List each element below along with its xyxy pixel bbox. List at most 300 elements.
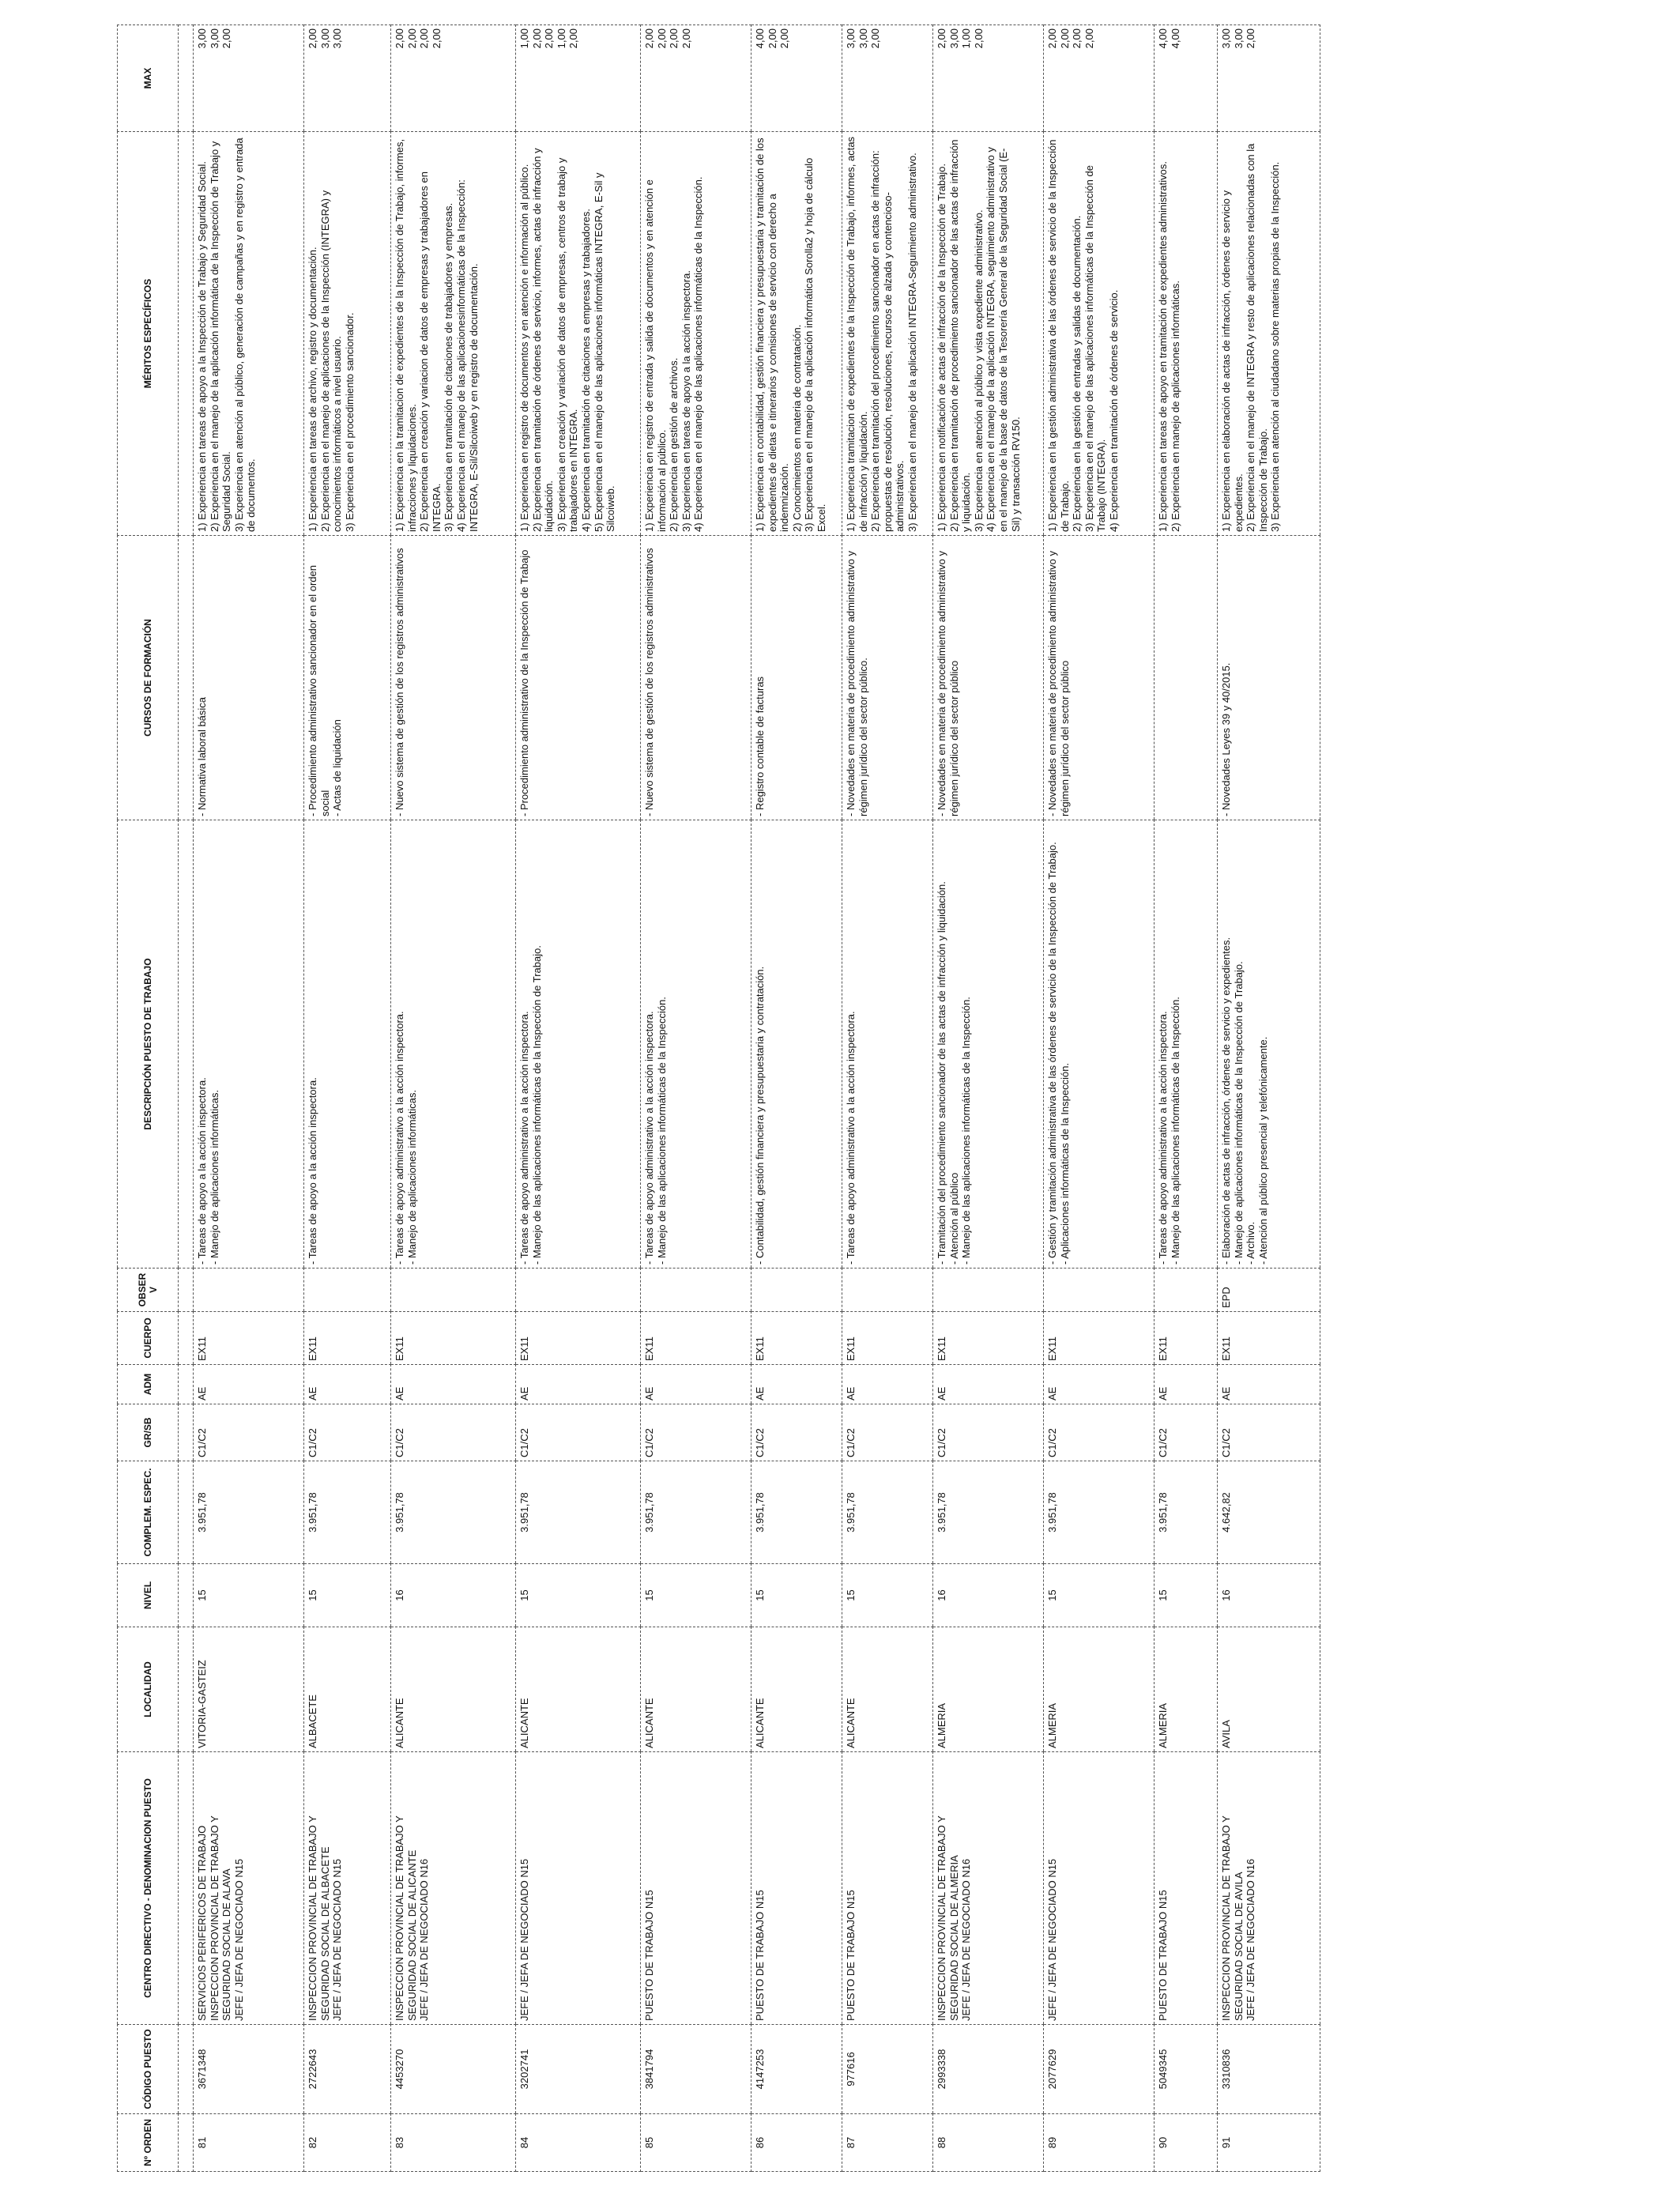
centro-line: INSPECCION PROVINCIAL DE TRABAJO Y SEGURIDAD SOCIAL DE ALBACETE xyxy=(307,1815,331,2021)
header-centro: CENTRO DIRECTIVO - DENOMINACION PUESTO xyxy=(118,1752,179,2025)
meritos-line: 3) Experiencia en tareas de apoyo a la acción inspectora. xyxy=(680,270,692,532)
cell-cuerpo: EX11 xyxy=(1155,1312,1218,1365)
cell-observ xyxy=(842,1269,933,1312)
descripcion-line: - Tareas de apoyo a la acción inspectora. xyxy=(196,824,209,1265)
cell-codigo: 977616 xyxy=(842,2025,933,2114)
meritos-line: 1) Experiencia en contabilidad, gestión financiera y presupuestaria y tramitación de los expedientes de dietas e itinerarios y comisiones de servicio con derecho a indemnización. xyxy=(754,138,791,532)
max-line: 2,00 xyxy=(418,28,431,49)
max-line: 2,00 xyxy=(530,28,543,49)
cursos-line: - Normativa laboral básica xyxy=(196,539,209,816)
max-line: 2,00 xyxy=(972,28,985,49)
meritos-line: 4) Experiencia en el manejo de la aplicación INTEGRA, seguimiento administrativo y en el manejo de la base de datos de la Tesorería General de la Seguridad Social (E-Sil) y transacción RV150. xyxy=(985,146,1022,532)
cell-localidad: ALICANTE xyxy=(842,1627,933,1752)
descripcion-line: - Manejo de las aplicaciones informáticas de la Inspección de Trabajo. xyxy=(531,824,544,1265)
cell-cursos xyxy=(304,536,391,820)
descripcion-line: - Atención al público xyxy=(948,824,961,1265)
max-line: 2,00 xyxy=(936,28,947,49)
table-row xyxy=(304,25,391,2172)
cell-complem: 3.951,78 xyxy=(1044,1461,1155,1564)
cell-grsb: C1/C2 xyxy=(194,1404,304,1461)
cell-orden: 88 xyxy=(933,2114,1044,2172)
cell-nivel: 16 xyxy=(933,1564,1044,1627)
cell-nivel: 16 xyxy=(391,1564,516,1627)
meritos-line: 3) Experiencia en creación y variación de datos de empresas, centros de trabajo y trabajadores en INTEGRA. xyxy=(555,157,580,532)
cell-orden: 85 xyxy=(641,2114,751,2172)
max-line: 3,00 xyxy=(196,28,208,49)
cell-complem: 3.951,78 xyxy=(751,1461,842,1564)
cursos-line: - Registro contable de facturas xyxy=(754,539,767,816)
header-orden: Nº ORDEN xyxy=(118,2114,179,2172)
cell-adm: AE xyxy=(751,1365,842,1404)
cell-cursos xyxy=(516,536,641,820)
cell-cursos xyxy=(933,536,1044,820)
cell-nivel: 16 xyxy=(1218,1564,1320,1627)
descripcion-line: - Tareas de apoyo a la acción inspectora. xyxy=(307,824,319,1265)
cell-descripcion xyxy=(1044,820,1155,1269)
cell-cursos xyxy=(1218,536,1320,820)
descripcion-line: - Tramitación del procedimiento sancionador de las actas de infracción y liquidación. xyxy=(936,824,948,1265)
meritos-line: 3) Experiencia en atención al público, generación de campañas y en registro y entrada de documentos. xyxy=(232,138,258,532)
meritos-line: 1) Experiencia en tareas de archivo, registro y documentación. xyxy=(307,247,318,532)
meritos-line: 3) Experiencia en atención al público y vista expediente administrativo. xyxy=(972,209,985,532)
cursos-line: - Novedades en materia de procedimiento administrativo y régimen jurídico del sector público xyxy=(936,539,960,816)
cell-descripcion xyxy=(194,820,304,1269)
cell-max xyxy=(516,25,641,132)
cell-meritos xyxy=(1155,132,1218,536)
descripcion-line: - Tareas de apoyo administrativo a la acción inspectora. xyxy=(845,824,857,1265)
table-row xyxy=(194,25,304,2172)
cell-adm: AE xyxy=(304,1365,391,1404)
centro-line: INSPECCION PROVINCIAL DE TRABAJO Y SEGURIDAD SOCIAL DE ALMERIA xyxy=(936,1815,960,2021)
max-line: 3,00 xyxy=(947,28,960,49)
max-line: 2,00 xyxy=(1071,28,1083,49)
cell-grsb: C1/C2 xyxy=(641,1404,751,1461)
cursos-line: - Nuevo sistema de gestión de los registros administrativos xyxy=(643,539,656,816)
table-row xyxy=(1155,25,1218,2172)
cell-localidad: ALICANTE xyxy=(641,1627,751,1752)
meritos-line: 2) Experiencia en tramitación de procedimiento sancionador de las actas de infracción y liquidación. xyxy=(947,139,973,532)
cell-codigo: 4147253 xyxy=(751,2025,842,2114)
max-line: 2,00 xyxy=(543,28,556,49)
max-line: 2,00 xyxy=(1083,28,1095,49)
centro-line: PUESTO DE TRABAJO N15 xyxy=(643,1890,655,2021)
centro-line: PUESTO DE TRABAJO N15 xyxy=(1157,1890,1169,2021)
cell-adm: AE xyxy=(516,1365,641,1404)
cell-centro xyxy=(1218,1752,1320,2025)
cell-cuerpo: EX11 xyxy=(1218,1312,1320,1365)
descripcion-line: - Archivo. xyxy=(1245,824,1257,1265)
cell-complem: 3.951,78 xyxy=(391,1461,516,1564)
cell-grsb: C1/C2 xyxy=(1155,1404,1218,1461)
centro-line: JEFE / JEFA DE NEGOCIADO N15 xyxy=(331,1858,344,2021)
centro-line: INSPECCION PROVINCIAL DE TRABAJO Y SEGURIDAD SOCIAL DE ALICANTE xyxy=(394,1815,418,2021)
cell-observ xyxy=(304,1269,391,1312)
meritos-line: 1) Experiencia en elaboración de actas de infracción, órdenes de servicio y expedientes. xyxy=(1220,190,1245,532)
cell-codigo: 3841794 xyxy=(641,2025,751,2114)
descripcion-line: - Manejo de las aplicaciones informáticas de la Inspección. xyxy=(656,824,669,1265)
meritos-line: 3) Experiencia en el manejo de la aplicación INTEGRA-Seguimiento administrativo. xyxy=(906,153,918,532)
max-line: 3,00 xyxy=(1220,28,1232,49)
centro-line: INSPECCION PROVINCIAL DE TRABAJO Y SEGURIDAD SOCIAL DE ALAVA xyxy=(208,1815,233,2021)
meritos-line: 3) Experiencia en el manejo de la aplicación informática Sorolla2 y hoja de cálculo Excel. xyxy=(803,157,827,532)
max-line: 2,00 xyxy=(1245,28,1257,49)
max-line: 3,00 xyxy=(1232,28,1245,49)
cell-grsb: C1/C2 xyxy=(391,1404,516,1461)
centro-line: JEFE / JEFA DE NEGOCIADO N16 xyxy=(960,1858,973,2021)
cell-nivel: 15 xyxy=(1155,1564,1218,1627)
cell-observ xyxy=(391,1269,516,1312)
cell-max xyxy=(1218,25,1320,132)
meritos-line: 3) Experiencia en atención al ciudadano sobre materias propias de la Inspección. xyxy=(1269,161,1282,532)
cell-cuerpo: EX11 xyxy=(391,1312,516,1365)
cell-orden: 81 xyxy=(194,2114,304,2172)
cell-meritos xyxy=(1044,132,1155,536)
cell-centro xyxy=(641,1752,751,2025)
header-cursos: CURSOS DE FORMACIÓN xyxy=(118,536,179,820)
table-row xyxy=(391,25,516,2172)
table-row xyxy=(641,25,751,2172)
max-line: 2,00 xyxy=(869,28,882,49)
meritos-line: 1) Experiencia en tareas de apoyo en tramitación de expedientes administrativos. xyxy=(1157,161,1169,532)
cell-max xyxy=(641,25,751,132)
header-complem: COMPLEM. ESPEC. xyxy=(118,1461,179,1564)
cursos-line: - Procedimiento administrativo sancionador en el orden social xyxy=(307,539,331,816)
cell-centro xyxy=(933,1752,1044,2025)
meritos-line: 1) Experiencia en la tramitacion de expedientes de la Inspección de Trabajo, informes, infracciones y liquidaciones. xyxy=(394,138,418,532)
cell-meritos xyxy=(842,132,933,536)
descripcion-line: - Gestión y tramitación administrativa de las órdenes de servicio de la Inspección de Trabajo. xyxy=(1046,824,1059,1265)
max-line: 2,00 xyxy=(766,28,778,49)
meritos-line: 5) Experiencia en el manejo de las aplicaciones informáticas INTEGRA, E-Sil y Silcoiweb. xyxy=(592,172,617,532)
cell-nivel: 15 xyxy=(194,1564,304,1627)
cell-nivel: 15 xyxy=(751,1564,842,1627)
table-row xyxy=(842,25,933,2172)
meritos-line: 2) Experiencia en manejo de aplicaciones informáticas. xyxy=(1169,281,1181,532)
descripcion-line: - Atención al público presencial y telefónicamente. xyxy=(1257,824,1270,1265)
cell-cursos xyxy=(1044,536,1155,820)
cell-observ xyxy=(1044,1269,1155,1312)
cell-max xyxy=(1155,25,1218,132)
descripcion-line: - Manejo de aplicaciones informáticas. xyxy=(209,824,221,1265)
cell-descripcion xyxy=(304,820,391,1269)
header-observ: OBSERV xyxy=(118,1269,179,1312)
cell-max xyxy=(194,25,304,132)
cell-complem: 3.951,78 xyxy=(304,1461,391,1564)
cell-localidad: AVILA xyxy=(1218,1627,1320,1752)
cell-meritos xyxy=(516,132,641,536)
cell-meritos xyxy=(641,132,751,536)
cell-grsb: C1/C2 xyxy=(516,1404,641,1461)
cell-centro xyxy=(391,1752,516,2025)
meritos-line: 2) Conocimientos en materia de contratación. xyxy=(790,324,803,532)
centro-line: JEFE / JEFA DE NEGOCIADO N16 xyxy=(418,1858,431,2021)
cell-cuerpo: EX11 xyxy=(516,1312,641,1365)
cell-complem: 3.951,78 xyxy=(1155,1461,1218,1564)
cell-max xyxy=(933,25,1044,132)
max-line: 3,00 xyxy=(208,28,220,49)
centro-line: PUESTO DE TRABAJO N15 xyxy=(845,1890,857,2021)
cell-codigo: 2993338 xyxy=(933,2025,1044,2114)
meritos-line: 4) Experiencia en tramitación de órdenes de servicio. xyxy=(1107,289,1120,532)
cell-orden: 86 xyxy=(751,2114,842,2172)
cell-orden: 89 xyxy=(1044,2114,1155,2172)
max-line: 1,00 xyxy=(518,28,530,49)
header-grsb: GR/SB xyxy=(118,1404,179,1461)
max-line: 2,00 xyxy=(394,28,405,49)
table-row xyxy=(751,25,842,2172)
cell-observ xyxy=(516,1269,641,1312)
centro-line: JEFE / JEFA DE NEGOCIADO N15 xyxy=(232,1858,245,2021)
cell-localidad: ALMERIA xyxy=(1044,1627,1155,1752)
meritos-line: 1) Experiencia en la gestión administrativa de las órdenes de servicio de la Inspección de Trabajo. xyxy=(1046,139,1071,532)
cell-centro xyxy=(751,1752,842,2025)
meritos-line: 2) Experiencia en gestión de archivos. xyxy=(668,357,680,532)
cell-cuerpo: EX11 xyxy=(751,1312,842,1365)
cell-nivel: 15 xyxy=(641,1564,751,1627)
cell-localidad: ALICANTE xyxy=(516,1627,641,1752)
cell-grsb: C1/C2 xyxy=(1044,1404,1155,1461)
centro-line: SERVICIOS PERIFERICOS DE TRABAJO xyxy=(196,1825,208,2021)
meritos-line: 3) Experiencia en el procedimiento sancionador. xyxy=(343,312,356,532)
header-cuerpo: CUERPO xyxy=(118,1312,179,1365)
max-line: 2,00 xyxy=(1058,28,1071,49)
cell-cursos xyxy=(641,536,751,820)
descripcion-line: - Manejo de las aplicaciones informáticas de la Inspección. xyxy=(960,824,973,1265)
cell-grsb: C1/C2 xyxy=(933,1404,1044,1461)
cell-adm: AE xyxy=(194,1365,304,1404)
cell-complem: 3.951,78 xyxy=(842,1461,933,1564)
max-line: 1,00 xyxy=(555,28,567,49)
cell-adm: AE xyxy=(1155,1365,1218,1404)
cell-cuerpo: EX11 xyxy=(842,1312,933,1365)
cell-meritos xyxy=(304,132,391,536)
table-body xyxy=(194,25,1320,2172)
cell-descripcion xyxy=(641,820,751,1269)
max-line: 2,00 xyxy=(307,28,318,49)
meritos-line: 3) Experiencia en el manejo de las aplicaciones informáticas de la Inspección de Trabajo (INTEGRA). xyxy=(1083,165,1108,532)
cell-codigo: 3671348 xyxy=(194,2025,304,2114)
cell-meritos xyxy=(933,132,1044,536)
max-line: 2,00 xyxy=(778,28,791,49)
header-spacer-row xyxy=(179,25,194,2172)
cell-descripcion xyxy=(751,820,842,1269)
cell-meritos xyxy=(194,132,304,536)
descripcion-line: - Tareas de apoyo administrativo a la acción inspectora. xyxy=(643,824,656,1265)
cell-grsb: C1/C2 xyxy=(304,1404,391,1461)
cursos-line: - Procedimiento administrativo de la Inspección de Trabajo xyxy=(518,539,531,816)
descripcion-line: - Contabilidad, gestión financiera y presupuestaria y contratación. xyxy=(754,824,767,1265)
meritos-line: 4) Experiencia en el manejo de las aplicaciones informáticas de la Inspección. xyxy=(692,176,705,532)
max-line: 4,00 xyxy=(1169,28,1181,49)
cell-localidad: ALMERIA xyxy=(1155,1627,1218,1752)
cell-complem: 4.642,82 xyxy=(1218,1461,1320,1564)
cell-centro xyxy=(194,1752,304,2025)
cell-complem: 3.951,78 xyxy=(933,1461,1044,1564)
meritos-line: 2) Experiencia en el manejo de INTEGRA y resto de aplicaciones relacionadas con la Inspección de Trabajo. xyxy=(1245,143,1269,532)
cell-observ: EPD xyxy=(1218,1269,1320,1312)
cell-descripcion xyxy=(516,820,641,1269)
cell-max xyxy=(391,25,516,132)
cell-adm: AE xyxy=(641,1365,751,1404)
table-row xyxy=(933,25,1044,2172)
centro-line: JEFE / JEFA DE NEGOCIADO N15 xyxy=(518,1858,530,2021)
cell-adm: AE xyxy=(391,1365,516,1404)
meritos-line: 3) Experiencia en tramitación de citaciones de trabajadores y empresas. xyxy=(443,202,455,532)
cell-centro xyxy=(1044,1752,1155,2025)
cell-cuerpo: EX11 xyxy=(641,1312,751,1365)
meritos-line: 4) Experiencia en tramitación de citaciones a empresas y trabajadores. xyxy=(579,209,592,532)
meritos-line: 2) Experiencia en la gestión de entradas y salidas de documentación. xyxy=(1071,215,1083,532)
cell-max xyxy=(842,25,933,132)
cell-codigo: 3310836 xyxy=(1218,2025,1320,2114)
cell-codigo: 2077629 xyxy=(1044,2025,1155,2114)
cell-nivel: 15 xyxy=(1044,1564,1155,1627)
max-line: 1,00 xyxy=(960,28,973,49)
cell-codigo: 4453270 xyxy=(391,2025,516,2114)
table-row xyxy=(516,25,641,2172)
header-localidad: LOCALIDAD xyxy=(118,1627,179,1752)
cell-adm: AE xyxy=(1218,1365,1320,1404)
max-line: 3,00 xyxy=(331,28,344,49)
header-row xyxy=(118,25,179,2172)
max-line: 4,00 xyxy=(1157,28,1169,49)
cell-grsb: C1/C2 xyxy=(1218,1404,1320,1461)
meritos-line: 1) Experiencia en notificación de actas de infracción de la Inspección de Trabajo. xyxy=(936,163,947,532)
meritos-line: 2) Experiencia en el manejo de aplicaciones de la Inspección (INTEGRA) y conocimientos informáticos a nivel usuario. xyxy=(318,190,344,532)
cell-complem: 3.951,78 xyxy=(641,1461,751,1564)
cell-cursos xyxy=(391,536,516,820)
cell-descripcion xyxy=(1155,820,1218,1269)
cell-descripcion xyxy=(842,820,933,1269)
cell-orden: 84 xyxy=(516,2114,641,2172)
header-codigo: CÓDIGO PUESTO xyxy=(118,2025,179,2114)
cell-descripcion xyxy=(933,820,1044,1269)
cursos-line: - Novedades Leyes 39 y 40/2015. xyxy=(1220,539,1233,816)
cell-nivel: 15 xyxy=(842,1564,933,1627)
header-nivel: NIVEL xyxy=(118,1564,179,1627)
cell-cuerpo: EX11 xyxy=(304,1312,391,1365)
cell-meritos xyxy=(391,132,516,536)
cell-localidad: ALMERIA xyxy=(933,1627,1044,1752)
centro-line: JEFE / JEFA DE NEGOCIADO N15 xyxy=(1046,1858,1058,2021)
cell-descripcion xyxy=(1218,820,1320,1269)
cell-cuerpo: EX11 xyxy=(933,1312,1044,1365)
descripcion-line: - Manejo de las aplicaciones informáticas de la Inspección. xyxy=(1170,824,1182,1265)
cursos-line: - Actas de liquidación xyxy=(331,539,344,816)
descripcion-line: - Aplicaciones informáticas de la Inspección. xyxy=(1059,824,1072,1265)
cell-orden: 91 xyxy=(1218,2114,1320,2172)
cell-observ xyxy=(641,1269,751,1312)
cell-centro xyxy=(304,1752,391,2025)
cell-observ xyxy=(194,1269,304,1312)
cell-orden: 83 xyxy=(391,2114,516,2172)
cell-complem: 3.951,78 xyxy=(516,1461,641,1564)
meritos-line: 2) Experiencia en tramitación de órdenes de servicio, informes, actas de infracción y liquidación. xyxy=(530,148,556,532)
max-line: 3,00 xyxy=(845,28,857,49)
meritos-line: 1) Experiencia en registro de entrada y salida de documentos y en atención e información al público. xyxy=(643,179,668,532)
table-row xyxy=(1218,25,1320,2172)
meritos-line: 4) Experiencia en el manejo de las aplicacionesinformáticas de la Inspección: INTEGRA, E-Sil/Silcoiweb y en registro de documentación. xyxy=(454,179,480,532)
cell-complem: 3.951,78 xyxy=(194,1461,304,1564)
descripcion-line: - Tareas de apoyo administrativo a la acción inspectora. xyxy=(518,824,531,1265)
header-max: MAX xyxy=(118,25,179,132)
cell-observ xyxy=(933,1269,1044,1312)
cell-cursos xyxy=(751,536,842,820)
positions-table xyxy=(117,25,1320,2172)
cell-observ xyxy=(1155,1269,1218,1312)
cell-grsb: C1/C2 xyxy=(842,1404,933,1461)
max-line: 2,00 xyxy=(567,28,580,49)
cell-centro xyxy=(842,1752,933,2025)
cell-max xyxy=(304,25,391,132)
max-line: 4,00 xyxy=(754,28,766,49)
cell-codigo: 2722643 xyxy=(304,2025,391,2114)
meritos-line: 1) Experiencia en registro de documentos y en atención e información al público. xyxy=(518,164,530,532)
cell-meritos xyxy=(751,132,842,536)
meritos-line: 2) Experiencia en tramitación del procedimiento sancionador en actas de infracción: propuestas de resolución, resoluciones, recursos de alzada y contencioso-administrativos. xyxy=(869,150,906,532)
cell-codigo: 5049345 xyxy=(1155,2025,1218,2114)
table-row xyxy=(1044,25,1155,2172)
descripcion-line: - Manejo de aplicaciones informáticas. xyxy=(406,824,419,1265)
max-line: 2,00 xyxy=(655,28,668,49)
cell-orden: 82 xyxy=(304,2114,391,2172)
cell-localidad: VITORIA-GASTEIZ xyxy=(194,1627,304,1752)
cell-localidad: ALICANTE xyxy=(391,1627,516,1752)
descripcion-line: - Manejo de aplicaciones informáticas de la Inspección de Trabajo. xyxy=(1233,824,1245,1265)
cell-cuerpo: EX11 xyxy=(194,1312,304,1365)
max-line: 2,00 xyxy=(680,28,692,49)
meritos-line: 1) Experiencia en tareas de apoyo a la Inspección de Trabajo y Seguridad Social. xyxy=(196,160,208,532)
cell-localidad: ALICANTE xyxy=(751,1627,842,1752)
meritos-line: 2) Experiencia en creación y variacion de datos de empresas y trabajadores en INTEGRA. xyxy=(418,172,443,532)
cell-cursos xyxy=(1155,536,1218,820)
max-line: 2,00 xyxy=(643,28,655,49)
cell-meritos xyxy=(1218,132,1320,536)
cursos-line: - Nuevo sistema de gestión de los registros administrativos xyxy=(394,539,406,816)
cell-observ xyxy=(751,1269,842,1312)
cell-adm: AE xyxy=(933,1365,1044,1404)
header-adm: ADM xyxy=(118,1365,179,1404)
meritos-line: 2) Experiencia en el manejo de la aplicación informática de la Inspección de Trabajo y Seguridad Social. xyxy=(208,141,233,532)
cell-descripcion xyxy=(391,820,516,1269)
cell-nivel: 15 xyxy=(304,1564,391,1627)
max-line: 2,00 xyxy=(1046,28,1058,49)
cell-centro xyxy=(1155,1752,1218,2025)
header-descripcion: DESCRIPCIÓN PUESTO DE TRABAJO xyxy=(118,820,179,1269)
max-line: 2,00 xyxy=(668,28,680,49)
cursos-line: - Novedades en materia de procedimiento administrativo y régimen jurídico del sector público. xyxy=(845,539,869,816)
cell-adm: AE xyxy=(842,1365,933,1404)
centro-line: PUESTO DE TRABAJO N15 xyxy=(754,1890,766,2021)
cell-localidad: ALBACETE xyxy=(304,1627,391,1752)
max-line: 2,00 xyxy=(405,28,418,49)
max-line: 3,00 xyxy=(318,28,331,49)
max-line: 3,00 xyxy=(857,28,869,49)
cursos-line: - Novedades en materia de procedimiento administrativo y régimen jurídico del sector público xyxy=(1046,539,1071,816)
cell-adm: AE xyxy=(1044,1365,1155,1404)
cell-max xyxy=(1044,25,1155,132)
cell-cursos xyxy=(842,536,933,820)
header-meritos: MÉRITOS ESPECÍFICOS xyxy=(118,132,179,536)
max-line: 2,00 xyxy=(220,28,233,49)
cell-orden: 87 xyxy=(842,2114,933,2172)
descripcion-line: - Tareas de apoyo administrativo a la acción inspectora. xyxy=(394,824,406,1265)
cell-centro xyxy=(516,1752,641,2025)
cell-max xyxy=(751,25,842,132)
max-line: 2,00 xyxy=(430,28,443,49)
cell-cursos xyxy=(194,536,304,820)
descripcion-line: - Tareas de apoyo administrativo a la acción inspectora. xyxy=(1157,824,1170,1265)
